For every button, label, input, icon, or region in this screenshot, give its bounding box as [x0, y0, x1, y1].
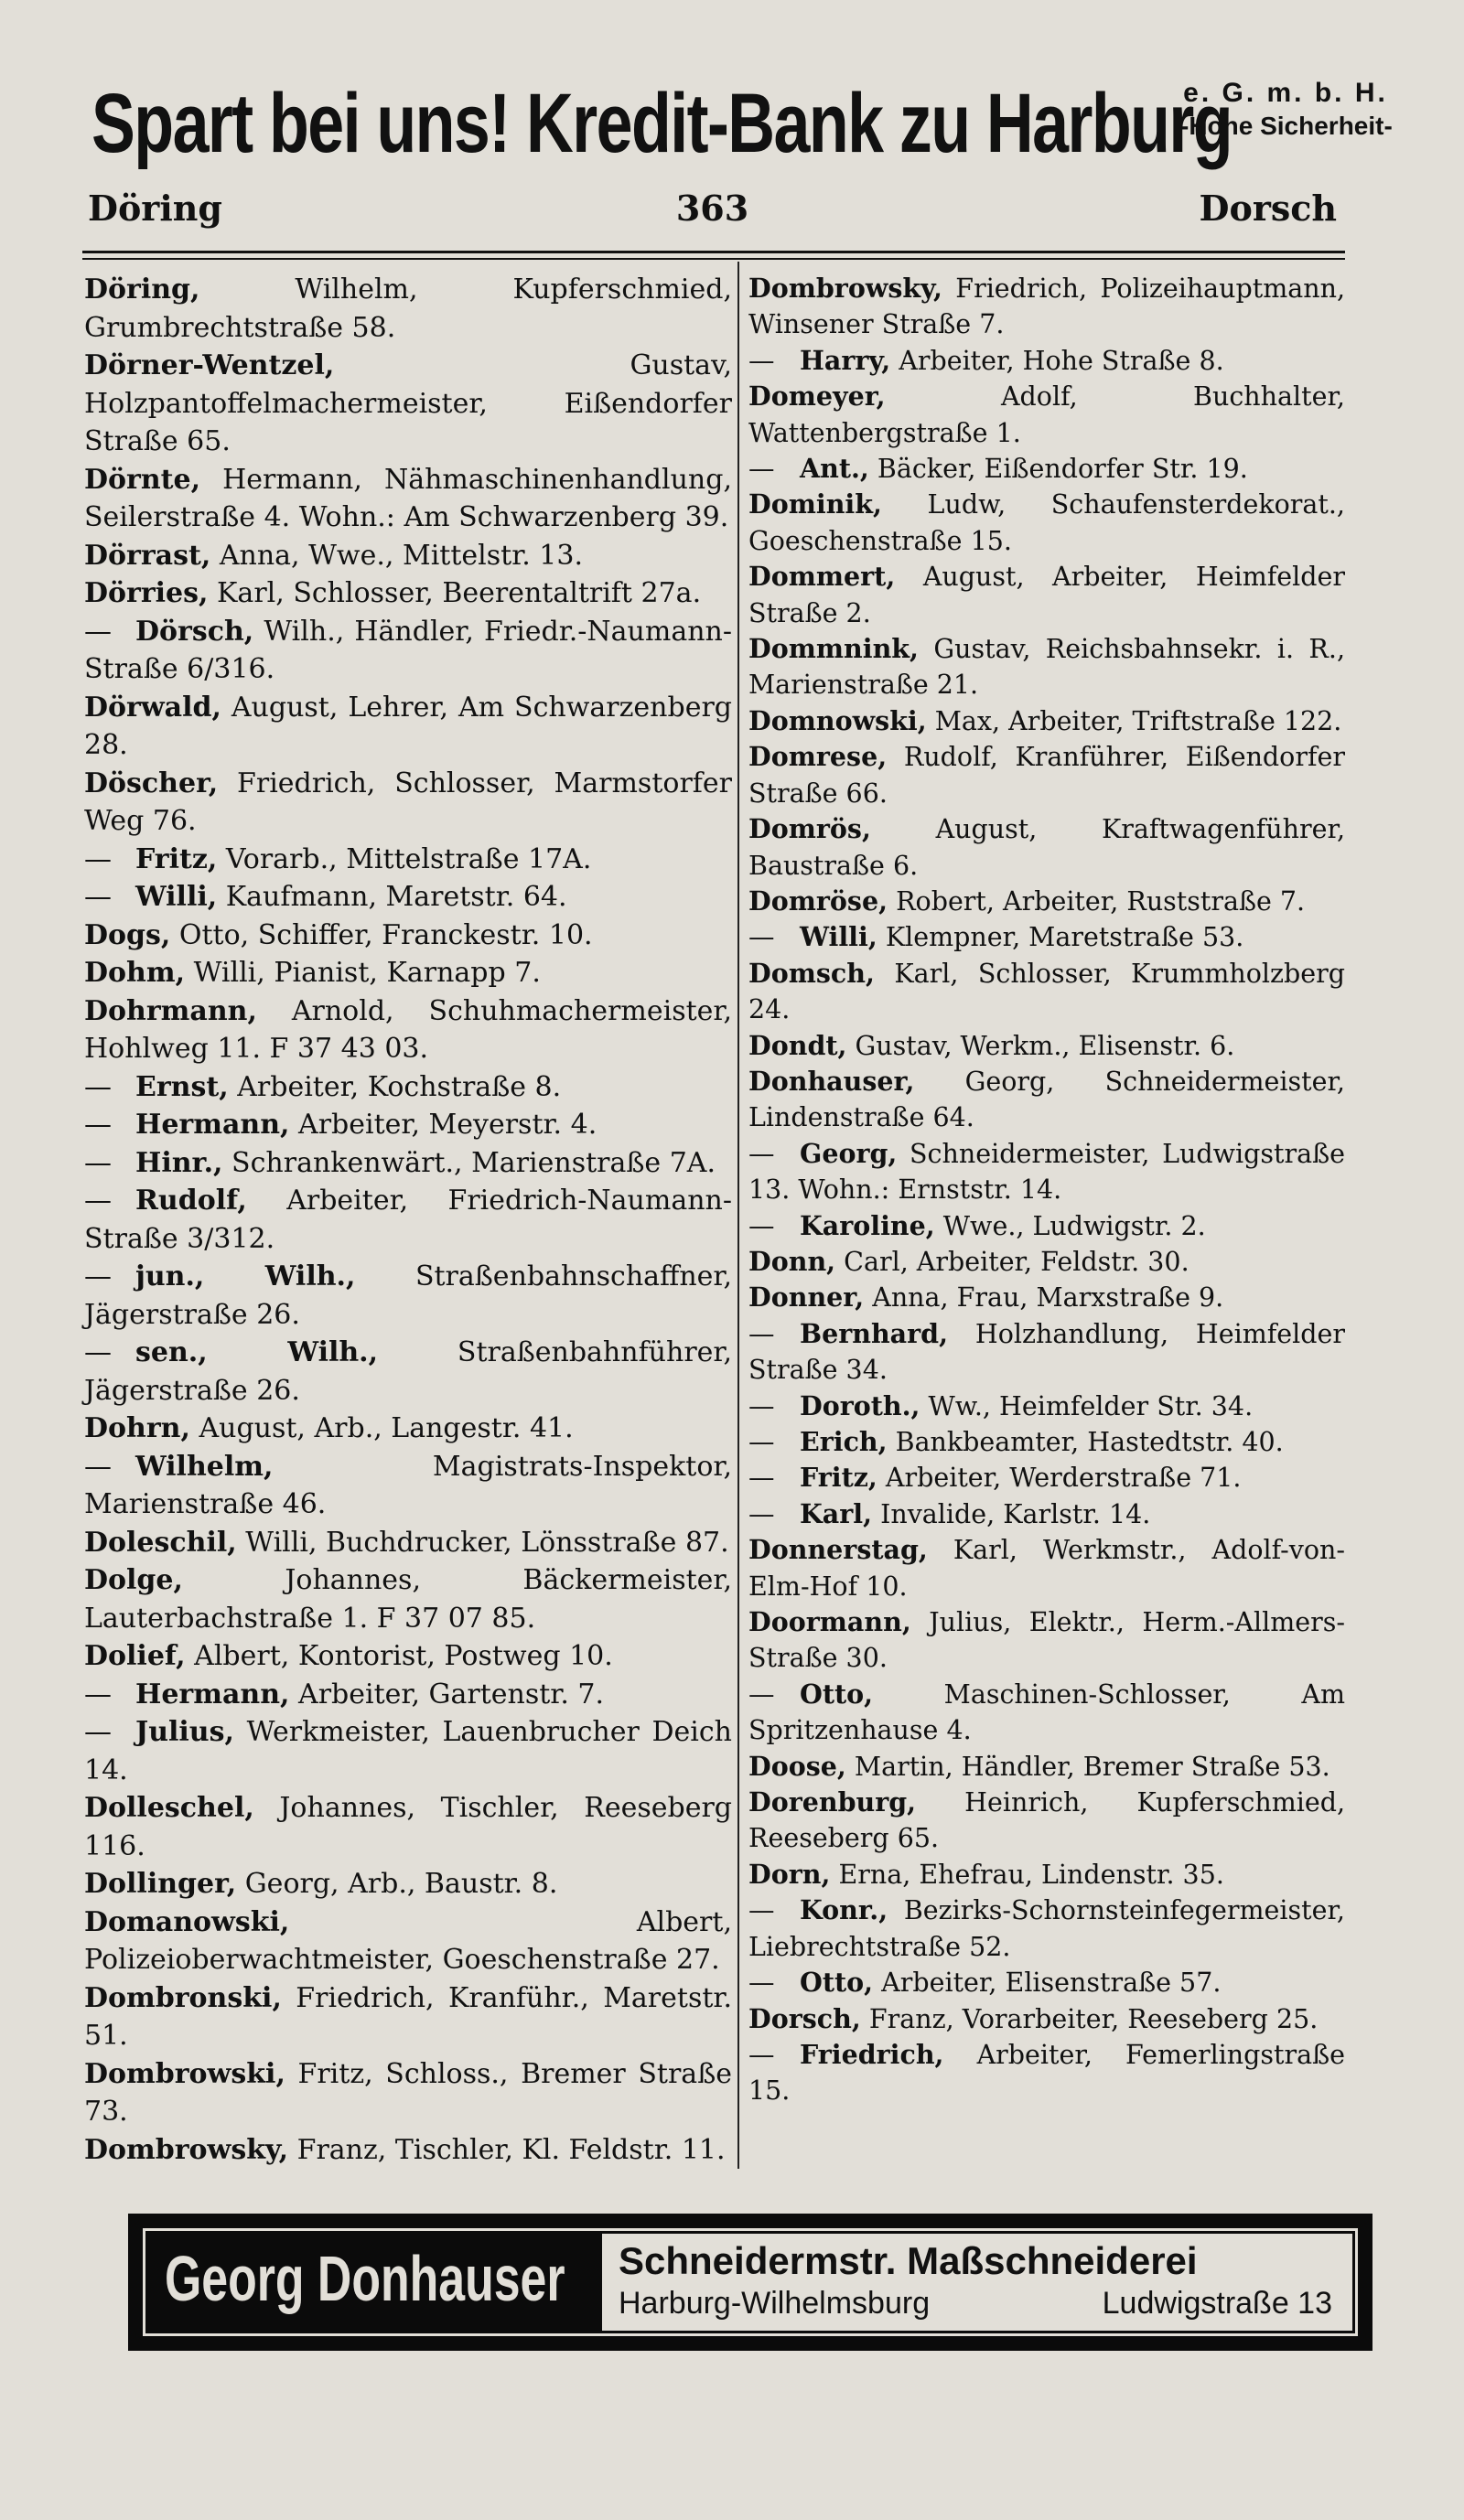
entry-details: Karl, Werkmstr., Adolf-von-Elm-Hof 10.	[748, 1535, 1345, 1602]
entry-details: Willi, Pianist, Karnapp 7.	[193, 957, 541, 989]
header-rule-thin	[82, 258, 1345, 260]
ad-brand-name: Georg Donhauser	[165, 2243, 565, 2314]
directory-entry	[748, 1424, 1345, 1460]
directory-entry	[748, 1316, 1345, 1389]
entry-details: Klempner, Maretstraße 53.	[885, 922, 1244, 953]
header-first-entry: Döring	[88, 188, 222, 229]
entry-name: Wilhelm,	[135, 1450, 274, 1483]
entry-name: Domrese,	[748, 741, 888, 773]
directory-entry	[84, 765, 732, 841]
repeat-dash: —	[84, 1146, 112, 1179]
entry-name: Ant.,	[800, 453, 869, 485]
directory-entry	[748, 343, 1345, 379]
column-divider	[737, 262, 739, 2169]
entry-name: Konr.,	[800, 1894, 888, 1926]
entry-details: Erna, Ehefrau, Lindenstr. 35.	[838, 1859, 1224, 1890]
entry-details: Karl, Schlosser, Krummholzberg 24.	[748, 958, 1345, 1025]
entry-details: Maschinen-Schlosser, Am Spritzenhause 4.	[748, 1678, 1346, 1746]
entry-name: Dogs,	[84, 918, 171, 951]
directory-entry	[84, 1106, 732, 1144]
repeat-dash: —	[748, 1678, 775, 1710]
directory-entry	[748, 1460, 1345, 1496]
directory-entry	[84, 1713, 732, 1789]
directory-entry	[84, 992, 732, 1068]
directory-entry	[748, 1965, 1345, 2000]
entry-name: Ernst,	[135, 1070, 229, 1103]
ad-info-panel	[602, 2234, 1352, 2331]
directory-entry	[84, 1258, 732, 1334]
entry-details: Friedrich, Polizeihauptmann, Winsener Straße 7.	[748, 273, 1345, 340]
repeat-dash: —	[84, 1260, 112, 1292]
repeat-dash: —	[84, 1185, 112, 1217]
entry-name: Hinr.,	[135, 1146, 223, 1179]
top-advertisement	[92, 64, 1391, 183]
entry-name: Domnowski,	[748, 704, 927, 736]
directory-entry	[748, 1857, 1345, 1893]
repeat-dash: —	[84, 1678, 112, 1710]
entry-details: Schrankenwärt., Marienstraße 7A.	[231, 1146, 716, 1179]
entry-name: Dolge,	[84, 1564, 183, 1596]
repeat-dash: —	[748, 2039, 775, 2070]
entry-name: Domsch,	[748, 957, 875, 989]
entry-name: Dörwald,	[84, 691, 221, 724]
ad-legal-block	[1180, 77, 1391, 143]
entry-name: Dorsch,	[748, 2002, 861, 2034]
entry-name: Dörsch,	[135, 615, 254, 648]
entry-details: Wilhelm, Kupferschmied, Grumbrechtstraße 58.	[84, 273, 732, 344]
ad-specialty: Schneidermstr. Maßschneiderei	[619, 2239, 1198, 2282]
entry-name: Domrös,	[748, 813, 871, 845]
entry-name: Karl,	[800, 1497, 873, 1529]
entry-details: Friedrich, Kranführ., Maretstr. 51.	[84, 1981, 732, 2052]
directory-entry	[748, 739, 1345, 811]
entry-details: Anna, Wwe., Mittelstr. 13.	[219, 539, 584, 572]
entry-details: Georg, Arb., Baustr. 8.	[244, 1868, 558, 1900]
entry-details: Willi, Buchdrucker, Lönsstraße 87.	[245, 1526, 729, 1559]
entry-name: Dörner-Wentzel,	[84, 349, 335, 381]
directory-entry	[84, 1561, 732, 1637]
entry-details: Vorarb., Mittelstraße 17A.	[225, 842, 592, 875]
directory-entry	[748, 811, 1345, 884]
entry-name: Dolleschel,	[84, 1792, 254, 1824]
entry-details: Fritz, Schloss., Bremer Straße 73.	[84, 2057, 732, 2128]
repeat-dash: —	[84, 615, 112, 648]
entry-name: Domanowski,	[84, 1905, 290, 1938]
directory-entry	[748, 2001, 1345, 2037]
entry-name: Donner,	[748, 1281, 865, 1314]
right-column	[748, 271, 1345, 2109]
entry-details: Arbeiter, Femerlingstraße 15.	[748, 2039, 1345, 2107]
entry-details: Karl, Schlosser, Beerentaltrift 27a.	[217, 577, 702, 609]
directory-entry	[84, 574, 732, 613]
repeat-dash: —	[748, 454, 775, 485]
directory-entry	[84, 461, 732, 537]
entry-details: Bezirks-Schornsteinfegermeister, Liebrechtstraße 52.	[748, 1895, 1345, 1962]
entry-name: Otto,	[800, 1678, 874, 1710]
entry-details: Wwe., Ludwigstr. 2.	[942, 1210, 1206, 1241]
entry-details: Arbeiter, Hohe Straße 8.	[899, 345, 1224, 376]
repeat-dash: —	[748, 1318, 775, 1349]
entry-name: Donhauser,	[748, 1065, 915, 1097]
entry-name: Dörries,	[84, 577, 209, 609]
repeat-dash: —	[84, 842, 112, 875]
entry-details: Johannes, Tischler, Reeseberg 116.	[84, 1792, 732, 1862]
entry-details: August, Kraftwagenführer, Baustraße 6.	[748, 814, 1346, 881]
entry-details: Arbeiter, Kochstraße 8.	[237, 1070, 562, 1103]
entry-name: Dombrowsky,	[748, 273, 942, 304]
entry-details: Ludw, Schaufensterdekorat., Goeschenstraße 15.	[748, 489, 1345, 556]
entry-details: Max, Arbeiter, Triftstraße 122.	[934, 705, 1342, 736]
entry-name: Willi,	[135, 881, 218, 913]
entry-name: Bernhard,	[800, 1317, 949, 1349]
directory-entry	[84, 2131, 732, 2170]
entry-name: Dominik,	[748, 488, 882, 520]
entry-name: Dommnink,	[748, 633, 919, 665]
directory-entry	[84, 689, 732, 765]
repeat-dash: —	[748, 1463, 775, 1494]
entry-name: Dorenburg,	[748, 1786, 917, 1818]
entry-name: Döscher,	[84, 767, 219, 799]
directory-entry	[84, 917, 732, 955]
ad-slogan: Spart bei uns! Kredit-Bank zu Harburg	[92, 77, 1233, 170]
directory-entry	[748, 1496, 1345, 1532]
entry-details: Arnold, Schuhmachermeister, Hohlweg 11. F 37 43 03.	[84, 994, 732, 1065]
entry-name: Dombrowski,	[84, 2057, 285, 2090]
repeat-dash: —	[748, 1138, 775, 1169]
directory-entry	[84, 271, 732, 347]
directory-entry	[748, 1785, 1345, 1857]
directory-entry	[748, 2037, 1345, 2109]
entry-name: Karoline,	[800, 1209, 935, 1241]
entry-name: Fritz,	[800, 1462, 877, 1494]
entry-details: Albert, Polizeioberwachtmeister, Goeschenstraße 27.	[84, 1905, 732, 1976]
entry-name: Dondt,	[748, 1029, 847, 1061]
directory-entry	[748, 1136, 1345, 1208]
entry-details: Arbeiter, Elisenstraße 57.	[881, 1968, 1222, 1999]
entry-details: Straßenbahnschaffner, Jägerstraße 26.	[84, 1260, 732, 1331]
directory-entry	[748, 1280, 1345, 1315]
entry-details: Friedrich, Schlosser, Marmstorfer Weg 76.	[84, 767, 732, 837]
running-header	[88, 188, 1337, 242]
entry-name: Hermann,	[135, 1109, 290, 1141]
entry-details: Anna, Frau, Marxstraße 9.	[872, 1282, 1224, 1314]
entry-name: Willi,	[800, 921, 877, 953]
directory-entry	[84, 954, 732, 992]
entry-details: Johannes, Bäckermeister, Lauterbachstraße 1. F 37 07 85.	[84, 1564, 732, 1635]
directory-entry	[748, 379, 1345, 451]
directory-entry	[84, 1524, 732, 1562]
entry-name: Dohrn,	[84, 1412, 190, 1444]
repeat-dash: —	[748, 922, 775, 953]
entry-details: Schneidermeister, Ludwigstraße 13. Wohn.: Ernststr. 14.	[748, 1138, 1345, 1206]
entry-name: Dombrowsky,	[84, 2133, 289, 2166]
entry-name: Donn,	[748, 1245, 836, 1277]
page-number: 363	[675, 188, 749, 229]
entry-details: Rudolf, Kranführer, Eißendorfer Straße 66.	[748, 742, 1345, 809]
directory-entry	[84, 1676, 732, 1714]
entry-name: Dohrmann,	[84, 994, 257, 1027]
repeat-dash: —	[748, 1390, 775, 1421]
entry-name: Doormann,	[748, 1606, 911, 1638]
directory-entry	[84, 878, 732, 917]
repeat-dash: —	[84, 881, 112, 913]
entry-details: Magistrats-Inspektor, Marienstraße 46.	[84, 1450, 732, 1520]
left-column	[84, 271, 732, 2169]
directory-entry	[84, 2055, 732, 2131]
entry-name: sen., Wilh.,	[135, 1336, 379, 1368]
repeat-dash: —	[84, 1336, 112, 1368]
directory-entry	[748, 271, 1345, 343]
entry-name: Dolief,	[84, 1640, 186, 1672]
directory-entry	[84, 347, 732, 461]
directory-entry	[748, 919, 1345, 955]
repeat-dash: —	[748, 1895, 775, 1926]
entry-details: Martin, Händler, Bremer Straße 53.	[854, 1751, 1330, 1782]
repeat-dash: —	[748, 1968, 775, 1999]
directory-entry	[748, 703, 1345, 739]
entry-details: Adolf, Buchhalter, Wattenbergstraße 1.	[748, 381, 1345, 448]
repeat-dash: —	[748, 1210, 775, 1241]
ad-tagline: -Hohe Sicherheit-	[1180, 112, 1393, 140]
entry-name: Dörnte,	[84, 463, 201, 496]
directory-entry	[748, 1604, 1345, 1677]
entry-details: Arbeiter, Gartenstr. 7.	[298, 1678, 605, 1710]
entry-details: August, Arb., Langestr. 41.	[199, 1412, 574, 1444]
directory-entry	[748, 1064, 1345, 1136]
entry-name: Fritz,	[135, 842, 218, 875]
entry-details: Otto, Schiffer, Franckestr. 10.	[178, 918, 593, 951]
entry-name: Harry,	[800, 344, 891, 376]
repeat-dash: —	[84, 1450, 112, 1483]
entry-details: Julius, Elektr., Herm.-Allmers-Straße 30.	[748, 1607, 1345, 1674]
directory-entry	[748, 1893, 1345, 1965]
directory-entry	[748, 487, 1345, 559]
directory-entry	[84, 1637, 732, 1676]
directory-entry	[748, 956, 1345, 1028]
entry-details: Holzhandlung, Heimfelder Straße 34.	[748, 1318, 1346, 1386]
entry-details: August, Arbeiter, Heimfelder Straße 2.	[748, 562, 1346, 628]
directory-entry	[84, 1865, 732, 1903]
entry-details: Gustav, Reichsbahnsekr. i. R., Marienstraße 21.	[748, 634, 1346, 701]
entry-details: Arbeiter, Meyerstr. 4.	[298, 1109, 597, 1141]
entry-name: Döring,	[84, 273, 200, 306]
directory-entry	[84, 1068, 732, 1107]
entry-name: Dörrast,	[84, 539, 211, 572]
entry-name: Domeyer,	[748, 381, 886, 413]
directory-entry	[84, 1448, 732, 1524]
entry-name: Dorn,	[748, 1858, 831, 1890]
directory-entry	[748, 1208, 1345, 1244]
entry-details: Georg, Schneidermeister, Lindenstraße 64.	[748, 1066, 1345, 1133]
entry-details: Hermann, Nähmaschinenhandlung, Seilerstraße 4. Wohn.: Am Schwarzenberg 39.	[84, 463, 732, 533]
entry-name: Georg,	[800, 1137, 898, 1169]
directory-entry	[748, 451, 1345, 487]
entry-name: Erich,	[800, 1426, 888, 1457]
directory-entry	[84, 1334, 732, 1410]
directory-entry	[84, 613, 732, 689]
entry-details: Bankbeamter, Hastedtstr. 40.	[895, 1427, 1284, 1457]
entry-name: Otto,	[800, 1967, 874, 1999]
entry-details: Carl, Arbeiter, Feldstr. 30.	[844, 1246, 1190, 1277]
entry-details: Arbeiter, Friedrich-Naumann-Straße 3/312.	[84, 1185, 732, 1255]
directory-entry	[748, 559, 1345, 631]
repeat-dash: —	[84, 1716, 112, 1748]
directory-entry	[84, 1903, 732, 1979]
repeat-dash: —	[748, 1498, 775, 1529]
entry-name: Dommert,	[748, 561, 896, 593]
entry-name: Domröse,	[748, 885, 888, 917]
directory-entry	[748, 1028, 1345, 1064]
entry-name: Julius,	[135, 1716, 234, 1748]
entry-details: Albert, Kontorist, Postweg 10.	[194, 1640, 613, 1672]
header-rule	[82, 251, 1345, 253]
entry-details: Kaufmann, Maretstr. 64.	[225, 881, 567, 913]
entry-name: Friedrich,	[800, 2038, 944, 2070]
directory-entry	[84, 1182, 732, 1258]
directory-entry	[748, 884, 1345, 919]
entry-details: Ww., Heimfelder Str. 34.	[928, 1390, 1254, 1421]
entry-name: Dohm,	[84, 957, 186, 989]
directory-entry	[748, 1244, 1345, 1280]
directory-entry	[748, 631, 1345, 703]
entry-name: Doroth.,	[800, 1389, 920, 1421]
repeat-dash: —	[748, 345, 775, 376]
bottom-advertisement	[128, 2214, 1372, 2351]
entry-name: Doleschil,	[84, 1526, 237, 1559]
entry-details: Bäcker, Eißendorfer Str. 19.	[877, 454, 1248, 485]
header-last-entry: Dorsch	[1199, 188, 1337, 229]
repeat-dash: —	[84, 1070, 112, 1103]
entry-details: Gustav, Holzpantoffelmachermeister, Eißendorfer Straße 65.	[84, 349, 732, 457]
directory-entry	[84, 1979, 732, 2055]
entry-name: jun., Wilh.,	[135, 1260, 356, 1292]
entry-details: Werkmeister, Lauenbrucher Deich 14.	[84, 1716, 732, 1786]
entry-name: Dombronski,	[84, 1981, 282, 2014]
directory-entry	[84, 537, 732, 575]
entry-details: Gustav, Werkm., Elisenstr. 6.	[855, 1030, 1235, 1061]
ad-street: Ludwigstraße 13	[1102, 2286, 1332, 2321]
entry-name: Rudolf,	[135, 1185, 247, 1217]
entry-details: Straßenbahnführer, Jägerstraße 26.	[84, 1336, 732, 1407]
entry-details: Franz, Vorarbeiter, Reeseberg 25.	[868, 2003, 1319, 2034]
entry-details: Heinrich, Kupferschmied, Reeseberg 65.	[748, 1787, 1345, 1854]
directory-entry	[84, 841, 732, 879]
ad-legal-form: e. G. m. b. H.	[1183, 78, 1388, 108]
directory-entry	[748, 1677, 1345, 1749]
repeat-dash: —	[84, 1109, 112, 1141]
ad-city: Harburg-Wilhelmsburg	[619, 2286, 931, 2321]
entry-name: Dollinger,	[84, 1868, 237, 1900]
repeat-dash: —	[748, 1427, 775, 1457]
entry-details: Arbeiter, Werderstraße 71.	[885, 1463, 1242, 1494]
directory-entry	[748, 1389, 1345, 1424]
entry-details: Wilh., Händler, Friedr.-Naumann-Straße 6/316.	[84, 615, 732, 685]
directory-entry	[84, 1789, 732, 1865]
entry-details: Robert, Arbeiter, Ruststraße 7.	[896, 885, 1306, 917]
directory-entry	[84, 1144, 732, 1183]
entry-name: Hermann,	[135, 1678, 290, 1710]
entry-details: August, Lehrer, Am Schwarzenberg 28.	[84, 691, 733, 761]
entry-name: Doose,	[748, 1750, 846, 1782]
directory-entry	[748, 1749, 1345, 1785]
directory-entry	[84, 1410, 732, 1448]
entry-details: Franz, Tischler, Kl. Feldstr. 11.	[296, 2133, 726, 2166]
directory-entry	[748, 1532, 1345, 1604]
entry-details: Invalide, Karlstr. 14.	[880, 1498, 1151, 1529]
entry-name: Donnerstag,	[748, 1534, 928, 1566]
